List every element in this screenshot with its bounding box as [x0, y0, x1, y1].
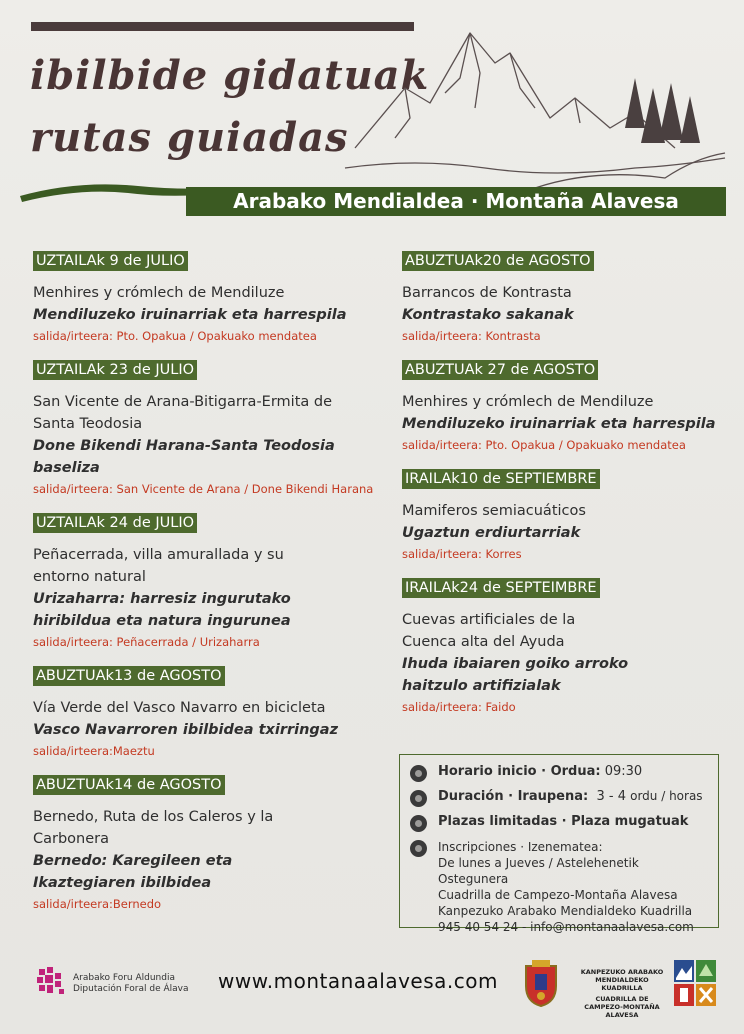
- diputacion-name: [73, 973, 188, 995]
- places-row: [410, 814, 708, 832]
- registration-org-es: Cuadrilla de Campezo-Montaña Alavesa: [438, 888, 678, 902]
- people-icon: [410, 815, 427, 832]
- event-date: UZTAILAk 23 de JULIO: [33, 360, 197, 380]
- diputacion-name-es: Diputación Foral de Álava: [73, 984, 189, 994]
- event-title-es: Cuevas artificiales de la Cuenca alta del Ayuda: [402, 612, 576, 650]
- event-departure: salida/irteera:Bernedo: [33, 897, 162, 911]
- cuadrilla-name-line: KANPEZUKO ARABAKO: [580, 968, 664, 976]
- right-events-column: [402, 250, 744, 730]
- registration-details: [438, 839, 708, 935]
- event-departure: salida/irteera: Peñacerrada / Urizaharra: [33, 635, 260, 649]
- event-title-eu: Bernedo: Karegileen eta Ikaztegiaren ibilbidea: [33, 853, 233, 891]
- info-box: [399, 754, 719, 934]
- event-item: [402, 577, 744, 716]
- event-item: [402, 250, 744, 345]
- start-time-value: 09:30: [604, 764, 643, 779]
- event-title-eu: Done Bikendi Harana-Santa Teodosia baseliza: [33, 438, 335, 476]
- pencil-icon: [410, 840, 427, 857]
- event-date: IRAILAk10 de SEPTIEMBRE: [402, 469, 600, 489]
- event-title-es: San Vicente de Arana-Bitigarra-Ermita de Santa Teodosia: [33, 394, 332, 432]
- event-title-eu: Vasco Navarroren ibilbidea txirringaz: [33, 722, 339, 738]
- event-item: [33, 359, 383, 498]
- duration-label: Duración · Iraupena:: [438, 789, 589, 804]
- registration-days: De lunes a Jueves / Astelehenetik Ostegunera: [438, 856, 639, 886]
- event-item: [402, 359, 744, 454]
- event-departure: salida/irteera:Maeztu: [33, 744, 155, 758]
- event-title-es: Menhires y crómlech de Mendiluze: [402, 394, 654, 410]
- registration-row: [410, 839, 708, 935]
- duration-unit: ordu / horas: [630, 789, 703, 803]
- event-departure: salida/irteera: Kontrasta: [402, 329, 541, 343]
- event-title-eu: Kontrastako sakanak: [402, 307, 574, 323]
- event-departure: salida/irteera: Korres: [402, 547, 522, 561]
- diputacion-logo: [33, 965, 67, 999]
- event-item: [33, 665, 383, 760]
- duration-value: 3 - 4: [596, 789, 626, 804]
- event-departure: salida/irteera: San Vicente de Arana / Done Bikendi Harana: [33, 482, 374, 496]
- coat-of-arms-icon: [520, 958, 562, 1008]
- registration-title: Inscripciones · Izenematea:: [438, 840, 603, 854]
- event-departure: salida/irteera: Pto. Opakua / Opakuako mendatea: [402, 438, 686, 452]
- event-title-es: Vía Verde del Vasco Navarro en bicicleta: [33, 700, 326, 716]
- cuadrilla-name: [578, 968, 666, 1019]
- montana-alavesa-logo: [673, 958, 717, 1008]
- event-departure: salida/irteera: Faido: [402, 700, 516, 714]
- event-title-eu: Ihuda ibaiaren goiko arroko haitzulo artifizialak: [402, 656, 629, 694]
- title-basque: ibilbide gidatuak: [30, 52, 430, 99]
- event-date: ABUZTUAk14 de AGOSTO: [33, 775, 225, 795]
- event-title-es: Mamiferos semiacuáticos: [402, 503, 586, 519]
- event-item: [33, 774, 383, 913]
- event-date: UZTAILAk 9 de JULIO: [33, 251, 188, 271]
- event-title-eu: Mendiluzeko iruinarriak eta harrespila: [33, 307, 347, 323]
- registration-contact: 945 40 54 24 - info@montanaalavesa.com: [438, 920, 694, 934]
- event-item: [33, 250, 383, 345]
- event-item: [33, 512, 383, 651]
- duration-row: [410, 789, 708, 807]
- event-title-es: Peñacerrada, villa amurallada y su entorno natural: [33, 547, 284, 585]
- clock-icon: [410, 765, 427, 782]
- event-title-es: Bernedo, Ruta de los Caleros y la Carbonera: [33, 809, 274, 847]
- cuadrilla-name-line: CUADRILLA DE: [595, 995, 649, 1003]
- start-time-row: [410, 764, 708, 782]
- event-item: [402, 468, 744, 563]
- event-date: ABUZTUAk13 de AGOSTO: [33, 666, 225, 686]
- places-text: Plazas limitadas · Plaza mugatuak: [438, 814, 689, 829]
- left-events-column: [33, 250, 383, 927]
- event-title-eu: Mendiluzeko iruinarriak eta harrespila: [402, 416, 716, 432]
- event-date: ABUZTUAk20 de AGOSTO: [402, 251, 594, 271]
- region-banner: Arabako Mendialdea · Montaña Alavesa: [186, 187, 726, 216]
- cuadrilla-name-line: CAMPEZO-MONTAÑA ALAVESA: [584, 1003, 660, 1019]
- hourglass-icon: [410, 790, 427, 807]
- event-title-es: Menhires y crómlech de Mendiluze: [33, 285, 285, 301]
- title-spanish: rutas guiadas: [30, 114, 349, 161]
- start-time-label: Horario inicio · Ordua:: [438, 764, 601, 779]
- website-link[interactable]: www.montanaalavesa.com: [218, 969, 498, 993]
- diputacion-name-eu: Arabako Foru Aldundia: [73, 973, 175, 983]
- cuadrilla-name-line: MENDIALDEKO KUADRILLA: [595, 976, 649, 992]
- event-departure: salida/irteera: Pto. Opakua / Opakuako mendatea: [33, 329, 317, 343]
- event-title-eu: Urizaharra: harresiz ingurutako hiribildua eta natura ingurunea: [33, 591, 291, 629]
- event-title-es: Barrancos de Kontrasta: [402, 285, 572, 301]
- event-title-eu: Ugaztun erdiurtarriak: [402, 525, 581, 541]
- mountain-illustration: [335, 18, 735, 203]
- event-date: UZTAILAk 24 de JULIO: [33, 513, 197, 533]
- event-date: ABUZTUAk 27 de AGOSTO: [402, 360, 598, 380]
- event-date: IRAILAk24 de SEPTEIMBRE: [402, 578, 600, 598]
- registration-org-eu: Kanpezuko Arabako Mendialdeko Kuadrilla: [438, 904, 693, 918]
